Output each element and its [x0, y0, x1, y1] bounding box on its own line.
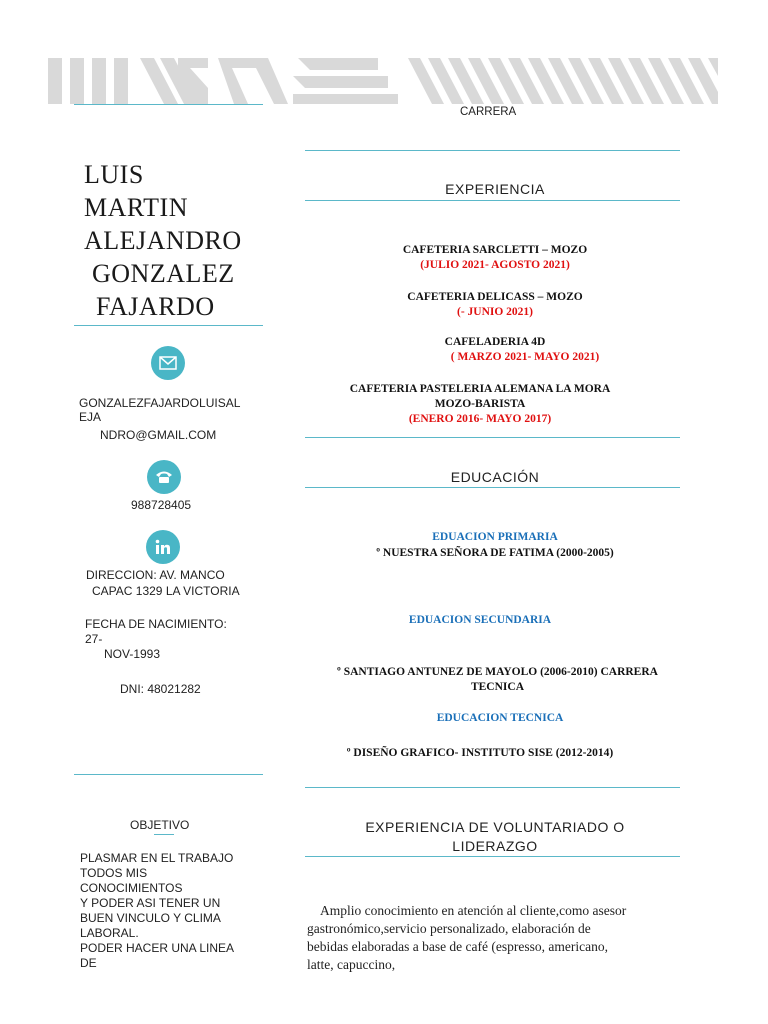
job-title: CAFETERIA SARCLETTI – MOZO [402, 244, 588, 256]
primary-education-item: º NUESTRA SEÑORA DE FATIMA (2000-2005) [376, 547, 614, 559]
job-date: (JULIO 2021- AGOSTO 2021) [420, 259, 570, 271]
secondary-item-line-2: TECNICA [470, 681, 525, 693]
objective-line: PODER HACER UNA LINEA [80, 941, 235, 955]
full-name [84, 158, 242, 323]
name-line-4: GONZALEZ [92, 259, 235, 288]
birth-line-2: 27- [85, 632, 103, 646]
address-line-1: DIRECCION: AV. MANCO [86, 568, 225, 582]
objective-line: LABORAL. [80, 926, 139, 940]
right-rule-5 [305, 787, 680, 788]
volunteer-heading-line-2: LIDERAZGO [452, 838, 538, 854]
objective-title: OBJETIVO [130, 818, 190, 832]
job-3 [305, 335, 685, 365]
primary-education-title: EDUACION PRIMARIA [432, 531, 558, 543]
left-top-rule [74, 104, 263, 105]
email-line-2: EJA [79, 410, 102, 424]
volunteer-paragraph [307, 902, 685, 974]
birth-line-3: NOV-1993 [104, 647, 161, 661]
address-line-2: CAPAC 1329 LA VICTORIA [92, 584, 240, 598]
objective-line: DE [80, 956, 97, 970]
right-rule-6 [305, 856, 680, 857]
volunteer-heading-line-1: EXPERIENCIA DE VOLUNTARIADO O [365, 819, 625, 835]
linkedin-icon [146, 530, 180, 564]
objective-line: Y PODER ASI TENER UN [80, 896, 221, 910]
left-name-rule [74, 325, 263, 326]
career-label: CARRERA [460, 106, 517, 118]
name-line-1: LUIS [84, 160, 144, 189]
header-banner-graphic [48, 58, 718, 104]
objective-line: TODOS MIS [80, 866, 148, 880]
job-subtitle: MOZO-BARISTA [434, 398, 526, 410]
objective-line: BUEN VINCULO Y CLIMA [80, 911, 221, 925]
volunteer-line: bebidas elaboradas a base de café (espresso, americano, [307, 939, 608, 954]
objective-text [80, 851, 234, 971]
objective-line: PLASMAR EN EL TRABAJO [80, 851, 234, 865]
job-2 [305, 290, 685, 320]
phone-icon [147, 460, 181, 494]
secondary-education-title: EDUACION SECUNDARIA [408, 614, 552, 626]
right-rule-4 [305, 487, 680, 488]
volunteer-line: latte, capuccino, [307, 957, 396, 972]
left-contact-bottom-rule [74, 774, 263, 775]
job-title: CAFETERIA DELICASS – MOZO [407, 291, 583, 303]
technical-education-title: EDUCACION TECNICA [436, 712, 564, 724]
job-date: ( MARZO 2021- MAYO 2021) [450, 351, 600, 363]
volunteer-line: gastronómico,servicio personalizado, elaboración de [307, 921, 591, 936]
technical-education-item: º DISEÑO GRAFICO- INSTITUTO SISE (2012-2014) [346, 747, 614, 759]
dni: DNI: 48021282 [120, 682, 201, 696]
name-line-2: MARTIN [84, 193, 188, 222]
phone-number: 988728405 [131, 498, 192, 512]
right-rule-3 [305, 437, 680, 438]
secondary-education-item [300, 665, 695, 695]
birth-line-1: FECHA DE NACIMIENTO: [85, 617, 227, 631]
job-date: (- JUNIO 2021) [456, 306, 534, 318]
email-line-1: GONZALEZFAJARDOLUISAL [79, 396, 241, 410]
experience-heading: EXPERIENCIA [445, 181, 545, 197]
name-line-3: ALEJANDRO [84, 226, 242, 255]
objective-underline [154, 834, 174, 835]
email-icon [151, 346, 185, 380]
job-title: CAFETERIA PASTELERIA ALEMANA LA MORA [349, 383, 611, 395]
secondary-item-line-1: º SANTIAGO ANTUNEZ DE MAYOLO (2006-2010) CARRERA [337, 666, 658, 678]
objective-line: CONOCIMIENTOS [80, 881, 183, 895]
name-line-5: FAJARDO [96, 292, 215, 321]
education-heading: EDUCACIÓN [450, 469, 540, 485]
job-date: (ENERO 2016- MAYO 2017) [408, 413, 552, 425]
job-title: CAFELADERIA 4D [444, 336, 546, 348]
right-rule-1 [305, 150, 680, 151]
volunteer-heading [305, 818, 685, 856]
job-1 [305, 243, 685, 273]
volunteer-line: Amplio conocimiento en atención al cliente,como asesor [320, 903, 627, 918]
right-rule-2 [305, 200, 680, 201]
email-line-3: NDRO@GMAIL.COM [100, 428, 217, 442]
job-4 [290, 382, 670, 427]
